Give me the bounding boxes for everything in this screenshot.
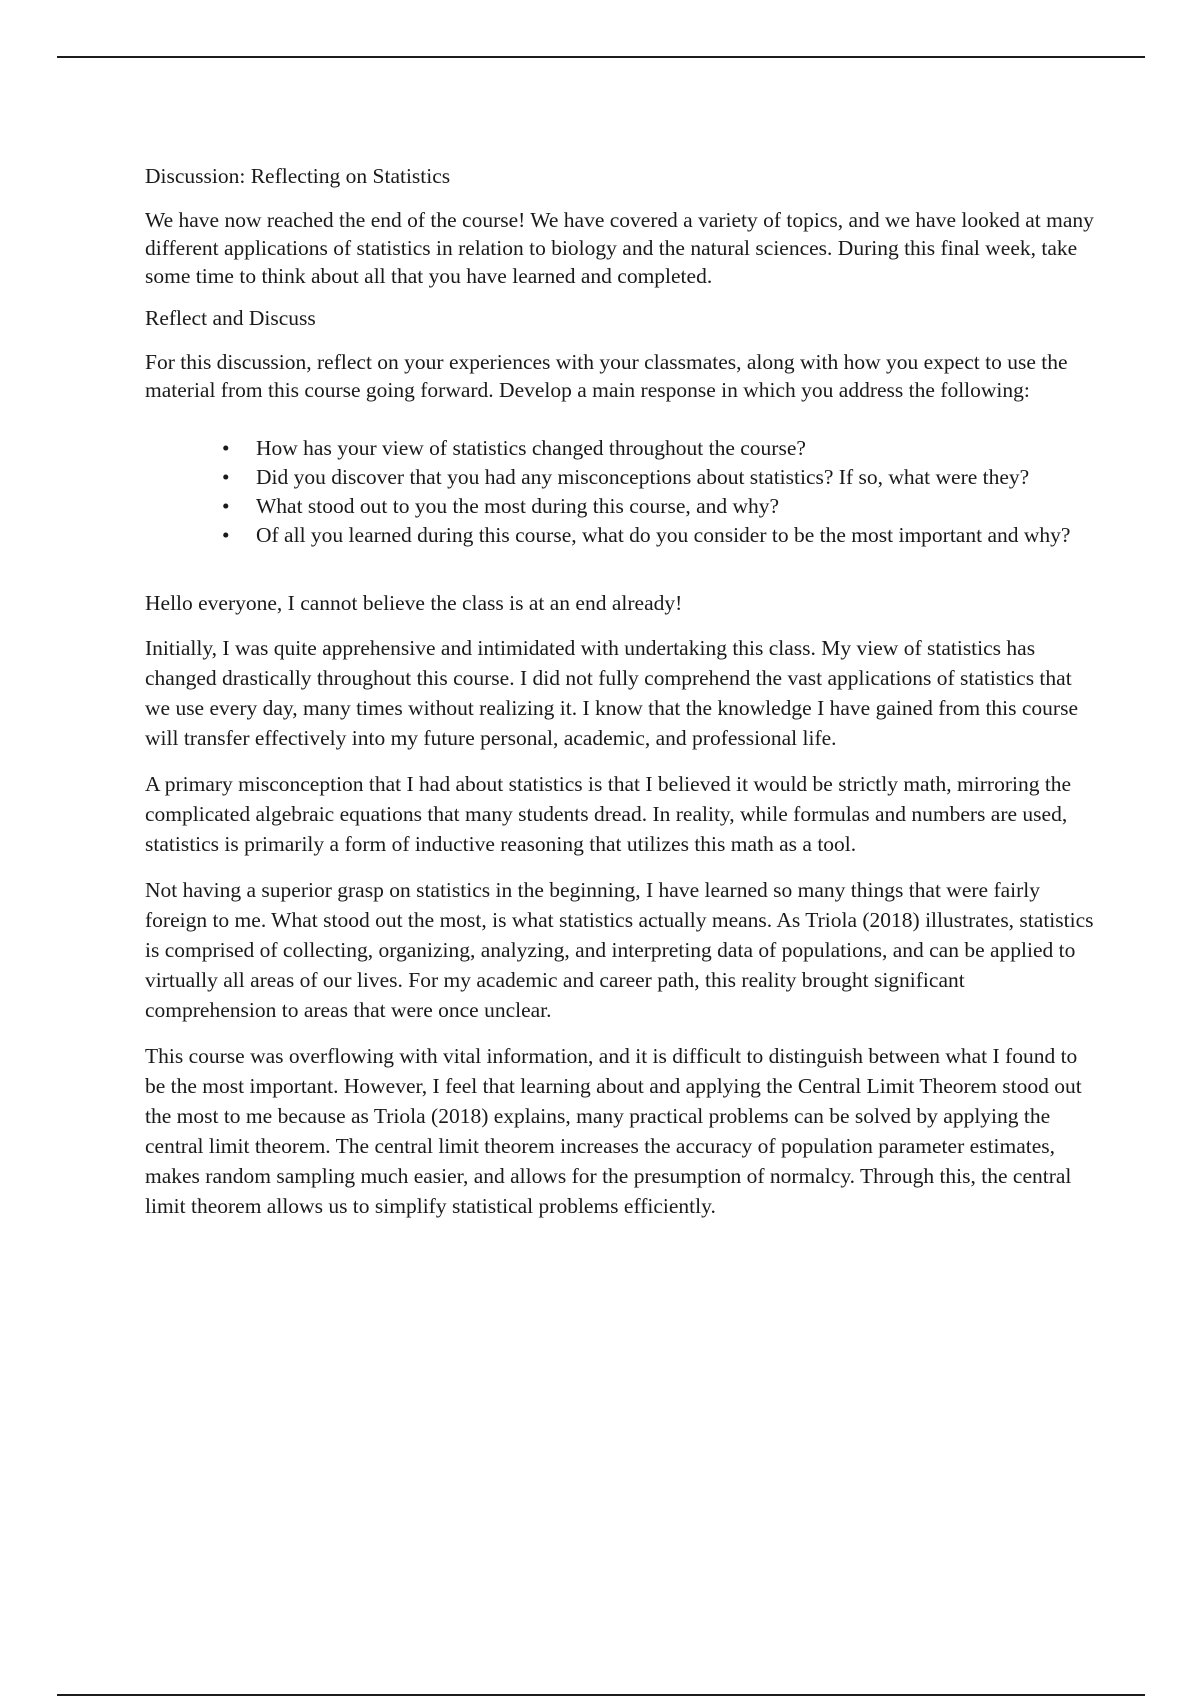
response-paragraph: Initially, I was quite apprehensive and intimidated with undertaking this class. My view of statistics has changed drastically throughout this course. I did not fully comprehend the vast applications of statistics that we use every day, many times without realizing it. I know that the knowledge I have gained from this course will transfer effectively into my future personal, academic, and professional life. — [145, 636, 1078, 750]
student-response — [145, 589, 1095, 1221]
list-item: • How has your view of statistics changed throughout the course? — [256, 434, 1095, 462]
instructions-paragraph: For this discussion, reflect on your experiences with your classmates, along with how you expect to use the material from this course going forward. Develop a main response in which you address the following: — [145, 350, 1068, 402]
list-item: • Of all you learned during this course, what do you consider to be the most important and why? — [256, 521, 1095, 549]
list-item: • What stood out to you the most during this course, and why? — [256, 492, 1095, 520]
discussion-title: Discussion: Reflecting on Statistics — [145, 164, 451, 188]
response-paragraph: A primary misconception that I had about statistics is that I believed it would be strictly math, mirroring the complicated algebraic equations that many students dread. In reality, while formulas and numbers are used, statistics is primarily a form of inductive reasoning that utilizes this math as a tool. — [145, 772, 1072, 856]
bottom-rule — [57, 1694, 1145, 1696]
response-paragraph: Not having a superior grasp on statistics in the beginning, I have learned so many things that were fairly foreign to me. What stood out the most, is what statistics actually means. As Triola (2018) illustrates, statistics is comprised of collecting, organizing, analyzing, and interpreting data of populations, and can be applied to virtually all areas of our lives. For my academic and career path, this reality brought significant comprehension to areas that were once unclear. — [145, 878, 1094, 1022]
top-rule — [57, 56, 1145, 58]
response-greeting: Hello everyone, I cannot believe the class is at an end already! — [145, 591, 683, 615]
question-list — [145, 434, 1095, 549]
section-subheading: Reflect and Discuss — [145, 306, 316, 330]
intro-paragraph: We have now reached the end of the course! We have covered a variety of topics, and we have looked at many different applications of statistics in relation to biology and the natural sciences. During this final week, take some time to think about all that you have learned and completed. — [145, 208, 1094, 288]
response-paragraph: This course was overflowing with vital information, and it is difficult to distinguish between what I found to be the most important. However, I feel that learning about and applying the Central Limit Theorem stood out the most to me because as Triola (2018) explains, many practical problems can be solved by applying the central limit theorem. The central limit theorem increases the accuracy of population parameter estimates, makes random sampling much easier, and allows for the presumption of normalcy. Through this, the central limit theorem allows us to simplify statistical problems efficiently. — [145, 1044, 1082, 1218]
document-body — [145, 162, 1095, 1237]
list-item: • Did you discover that you had any misconceptions about statistics? If so, what were they? — [256, 463, 1095, 491]
